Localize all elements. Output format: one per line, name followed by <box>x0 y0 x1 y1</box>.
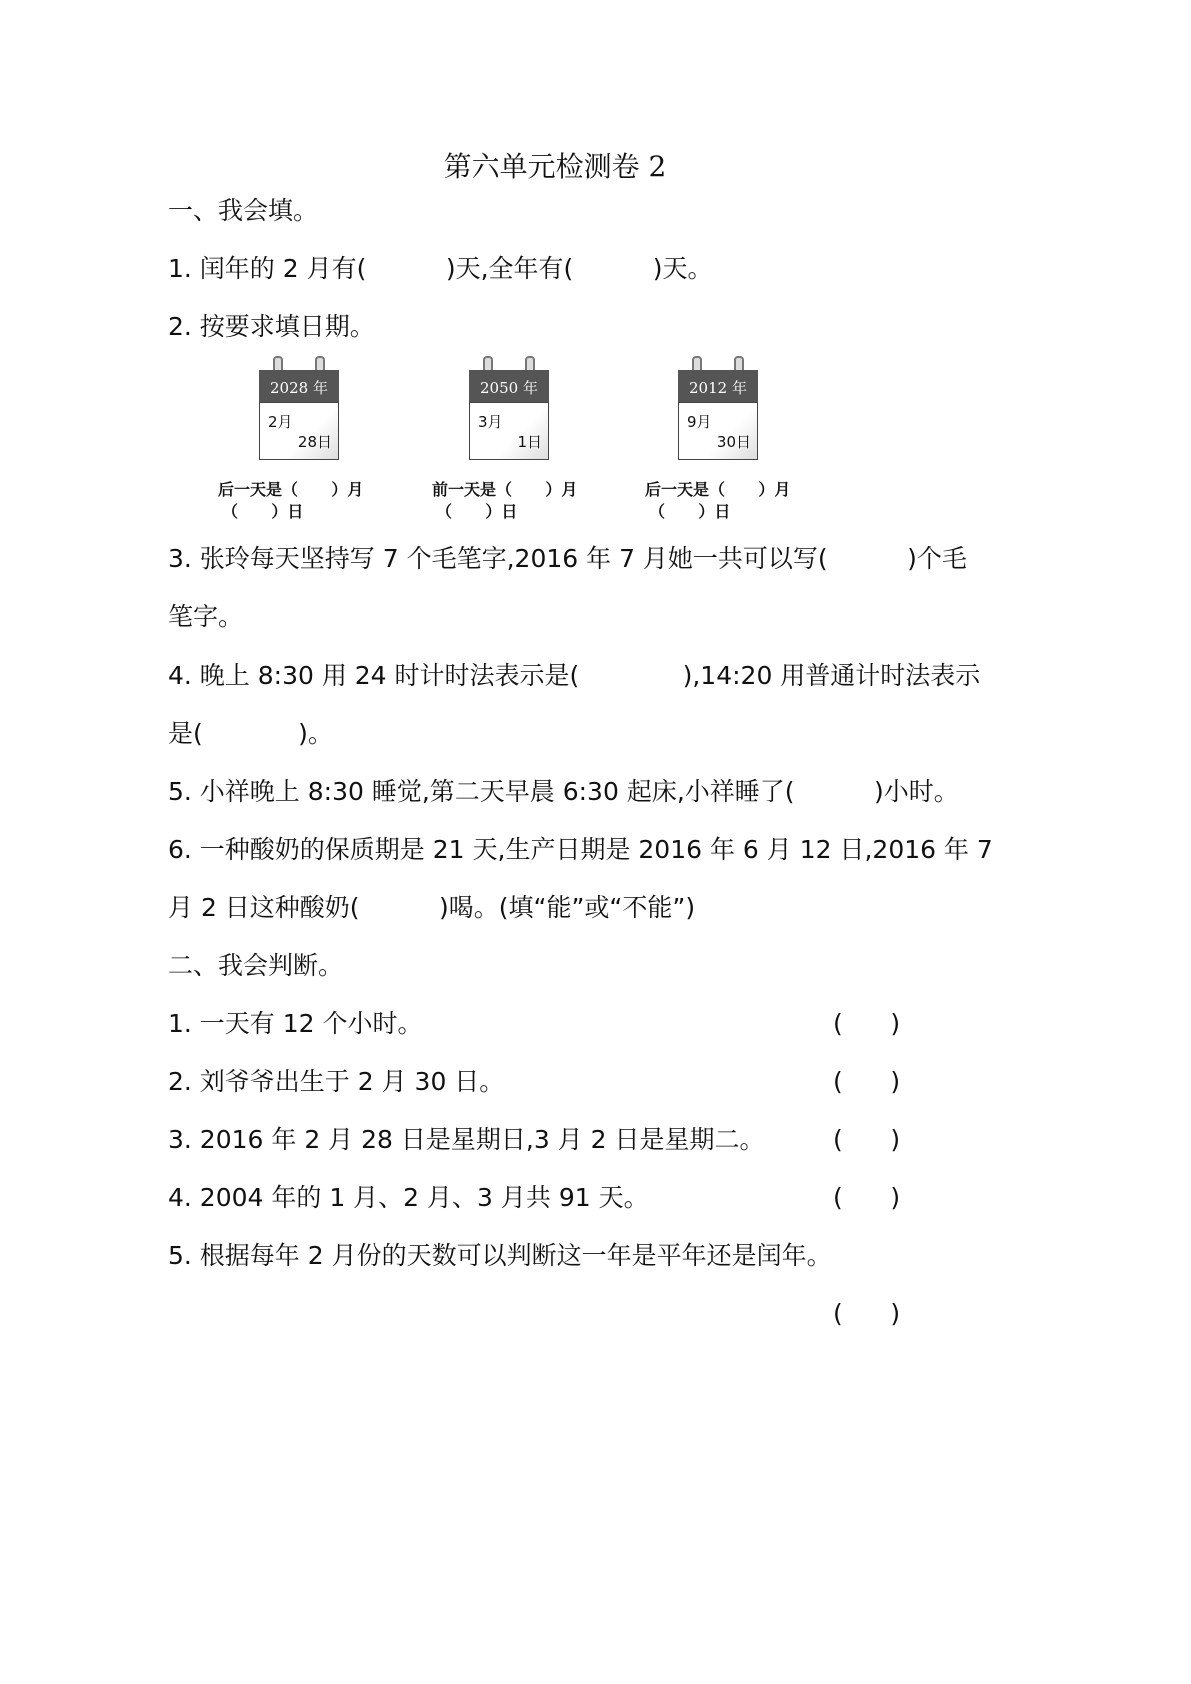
calendar-3-label-day: （ ）日 <box>649 502 731 521</box>
calendar-1-label-day: （ ）日 <box>222 502 304 521</box>
section2-heading: 二、我会判断。 <box>168 951 344 980</box>
question-6-cont: 月 2 日这种酸奶( )喝。(填“能”或“不能”) <box>168 893 696 922</box>
section1-heading: 一、我会填。 <box>168 196 319 225</box>
answer-paren-2: ( ) <box>833 1067 901 1096</box>
judge-item-4: 4. 2004 年的 1 月、2 月、3 月共 91 天。 <box>168 1183 649 1212</box>
calendar-2-label-day: （ ）日 <box>436 502 518 521</box>
question-6: 6. 一种酸奶的保质期是 21 天,生产日期是 2016 年 6 月 12 日,2016 年 7 <box>168 835 993 864</box>
question-1: 1. 闰年的 2 月有( )天,全年有( )天。 <box>168 254 713 283</box>
judge-item-3: 3. 2016 年 2 月 28 日是星期日,3 月 2 日是星期二。 <box>168 1125 765 1154</box>
calendar-1: 2028 年 2月 28日 <box>259 356 339 460</box>
judge-item-5: 5. 根据每年 2 月份的天数可以判断这一年是平年还是闰年。 <box>168 1241 832 1270</box>
answer-paren-1: ( ) <box>833 1009 901 1038</box>
judge-item-1: 1. 一天有 12 个小时。 <box>168 1009 423 1038</box>
calendar-1-label: 后一天是（ ）月 <box>218 480 364 499</box>
answer-paren-5: ( ) <box>833 1299 901 1328</box>
question-3-cont: 笔字。 <box>168 602 244 631</box>
calendar-3-label: 后一天是（ ）月 <box>645 480 791 499</box>
page-title: 第六单元检测卷 2 <box>443 150 667 183</box>
answer-paren-3: ( ) <box>833 1125 901 1154</box>
question-5: 5. 小祥晚上 8:30 睡觉,第二天早晨 6:30 起床,小祥睡了( )小时。 <box>168 777 959 806</box>
calendar-2: 2050 年 3月 1日 <box>469 356 549 460</box>
question-2: 2. 按要求填日期。 <box>168 312 375 341</box>
judge-item-2: 2. 刘爷爷出生于 2 月 30 日。 <box>168 1067 505 1096</box>
calendar-3: 2012 年 9月 30日 <box>678 356 758 460</box>
calendar-2-label: 前一天是（ ）月 <box>432 480 578 499</box>
question-3: 3. 张玲每天坚持写 7 个毛笔字,2016 年 7 月她一共可以写( )个毛 <box>168 544 967 573</box>
question-4: 4. 晚上 8:30 用 24 时计时法表示是( ),14:20 用普通计时法表示 <box>168 661 981 690</box>
answer-paren-4: ( ) <box>833 1183 901 1212</box>
question-4-cont: 是( )。 <box>168 719 333 748</box>
